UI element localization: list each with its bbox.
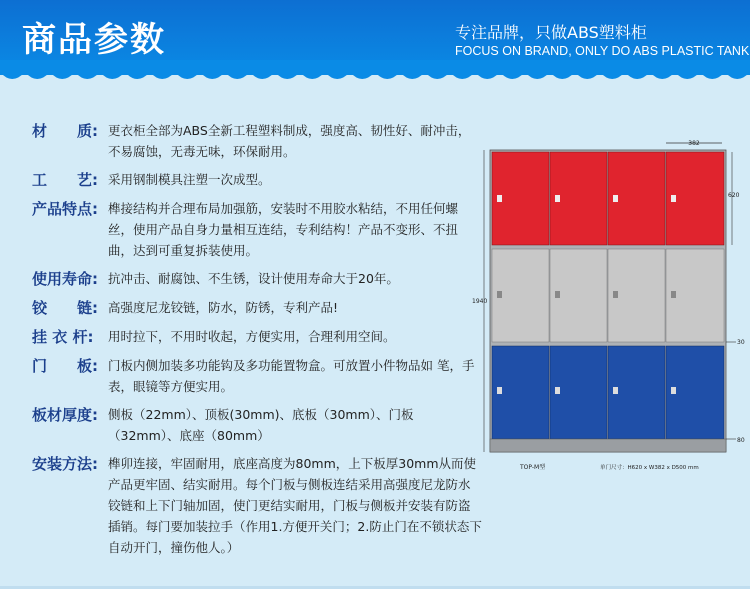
door-latch bbox=[555, 387, 560, 394]
slogan-chinese: 专注品牌，只做ABS塑料柜 bbox=[455, 23, 647, 42]
door-latch bbox=[555, 291, 560, 298]
red-door-row bbox=[492, 152, 724, 245]
spec-label: 产品特点: bbox=[32, 200, 98, 218]
slogan-english: FOCUS ON BRAND, ONLY DO ABS PLASTIC TANK bbox=[455, 44, 750, 58]
wave-decoration bbox=[0, 60, 750, 90]
spec-text: 侧板（22mm）、顶板(30mm)、底板（30mm）、门板（32mm）、底座（80mm） bbox=[108, 407, 414, 443]
spec-text: 榫卯连接，牢固耐用，底座高度为80mm，上下板厚30mm从而使产品更牢固、结实耐用。每个门板与侧板连结采用高强度尼龙防水铰链和上下门轴加固，使门更结实耐用，门板与侧板并安装有防盗插销。每门要加装拉手（作用1.方便开关门；2.防止门在不锁状态下自动开门，撞伤他人。） bbox=[108, 456, 482, 555]
spec-label: 板材厚度: bbox=[32, 406, 98, 424]
spec-text: 抗冲击、耐腐蚀、不生锈，设计使用寿命大于20年。 bbox=[108, 271, 399, 286]
model-caption: TOP-M型 bbox=[520, 464, 546, 471]
door-latch bbox=[671, 387, 676, 394]
total-height-label: 1940 bbox=[472, 298, 488, 305]
door-latch bbox=[613, 387, 618, 394]
page-title: 商品参数 bbox=[22, 20, 166, 60]
door-latch bbox=[613, 195, 618, 202]
header-banner bbox=[0, 0, 750, 75]
spec-label: 工 艺: bbox=[32, 171, 98, 189]
spec-text: 门板内侧加装多功能钩及多功能置物盒。可放置小件物品如 笔，手表，眼镜等方便实用。 bbox=[108, 358, 475, 394]
width-dim-label: 382 bbox=[688, 140, 700, 147]
locker-base bbox=[490, 439, 726, 452]
spec-text: 高强度尼龙铰链，防水，防锈，专利产品! bbox=[108, 300, 339, 315]
spec-text: 更衣柜全部为ABS全新工程塑料制成，强度高、韧性好、耐冲击，不易腐蚀，无毒无味，环保耐用。 bbox=[108, 123, 471, 159]
spec-row-thickness bbox=[32, 404, 482, 446]
spec-label: 门 板: bbox=[32, 357, 98, 375]
base-dim-label: 80 bbox=[737, 437, 745, 444]
spec-label: 铰 链: bbox=[32, 299, 98, 317]
door-height-label: 620 bbox=[728, 192, 740, 199]
locker-diagram bbox=[470, 135, 750, 475]
spec-row-lifespan bbox=[32, 268, 482, 290]
spec-row-install bbox=[32, 453, 482, 558]
door-latch bbox=[497, 291, 502, 298]
door-latch bbox=[671, 195, 676, 202]
spec-label: 挂 衣 杆: bbox=[32, 328, 94, 346]
spec-row-hanger bbox=[32, 326, 482, 348]
spec-row-door bbox=[32, 355, 482, 397]
spec-text: 用时拉下，不用时收起，方便实用，合理利用空间。 bbox=[108, 329, 396, 344]
spec-text: 采用钢制模具注塑一次成型。 bbox=[108, 172, 271, 187]
spec-row-hinge bbox=[32, 297, 482, 319]
door-size-caption: 单门尺寸：H620 x W382 x D500 mm bbox=[600, 465, 699, 471]
spec-label: 安装方法: bbox=[32, 455, 98, 473]
door-latch bbox=[555, 195, 560, 202]
spec-text: 榫接结构并合理布局加强筋，安装时不用胶水粘结，不用任何螺丝，使用产品自身力量相互连结，专利结构！产品不变形、不扭曲，达到可重复拆装使用。 bbox=[108, 201, 459, 258]
door-latch bbox=[497, 195, 502, 202]
blue-door-row bbox=[492, 346, 724, 439]
spec-label: 使用寿命: bbox=[32, 270, 98, 288]
door-latch bbox=[497, 387, 502, 394]
spec-row-material bbox=[32, 120, 482, 162]
door-latch bbox=[613, 291, 618, 298]
panel-dim-label: 30 bbox=[737, 339, 745, 346]
spec-list bbox=[32, 120, 482, 565]
gray-door-row bbox=[492, 249, 724, 342]
door-latch bbox=[671, 291, 676, 298]
spec-label: 材 质: bbox=[32, 122, 98, 140]
spec-row-process bbox=[32, 169, 482, 191]
spec-row-features bbox=[32, 198, 482, 261]
